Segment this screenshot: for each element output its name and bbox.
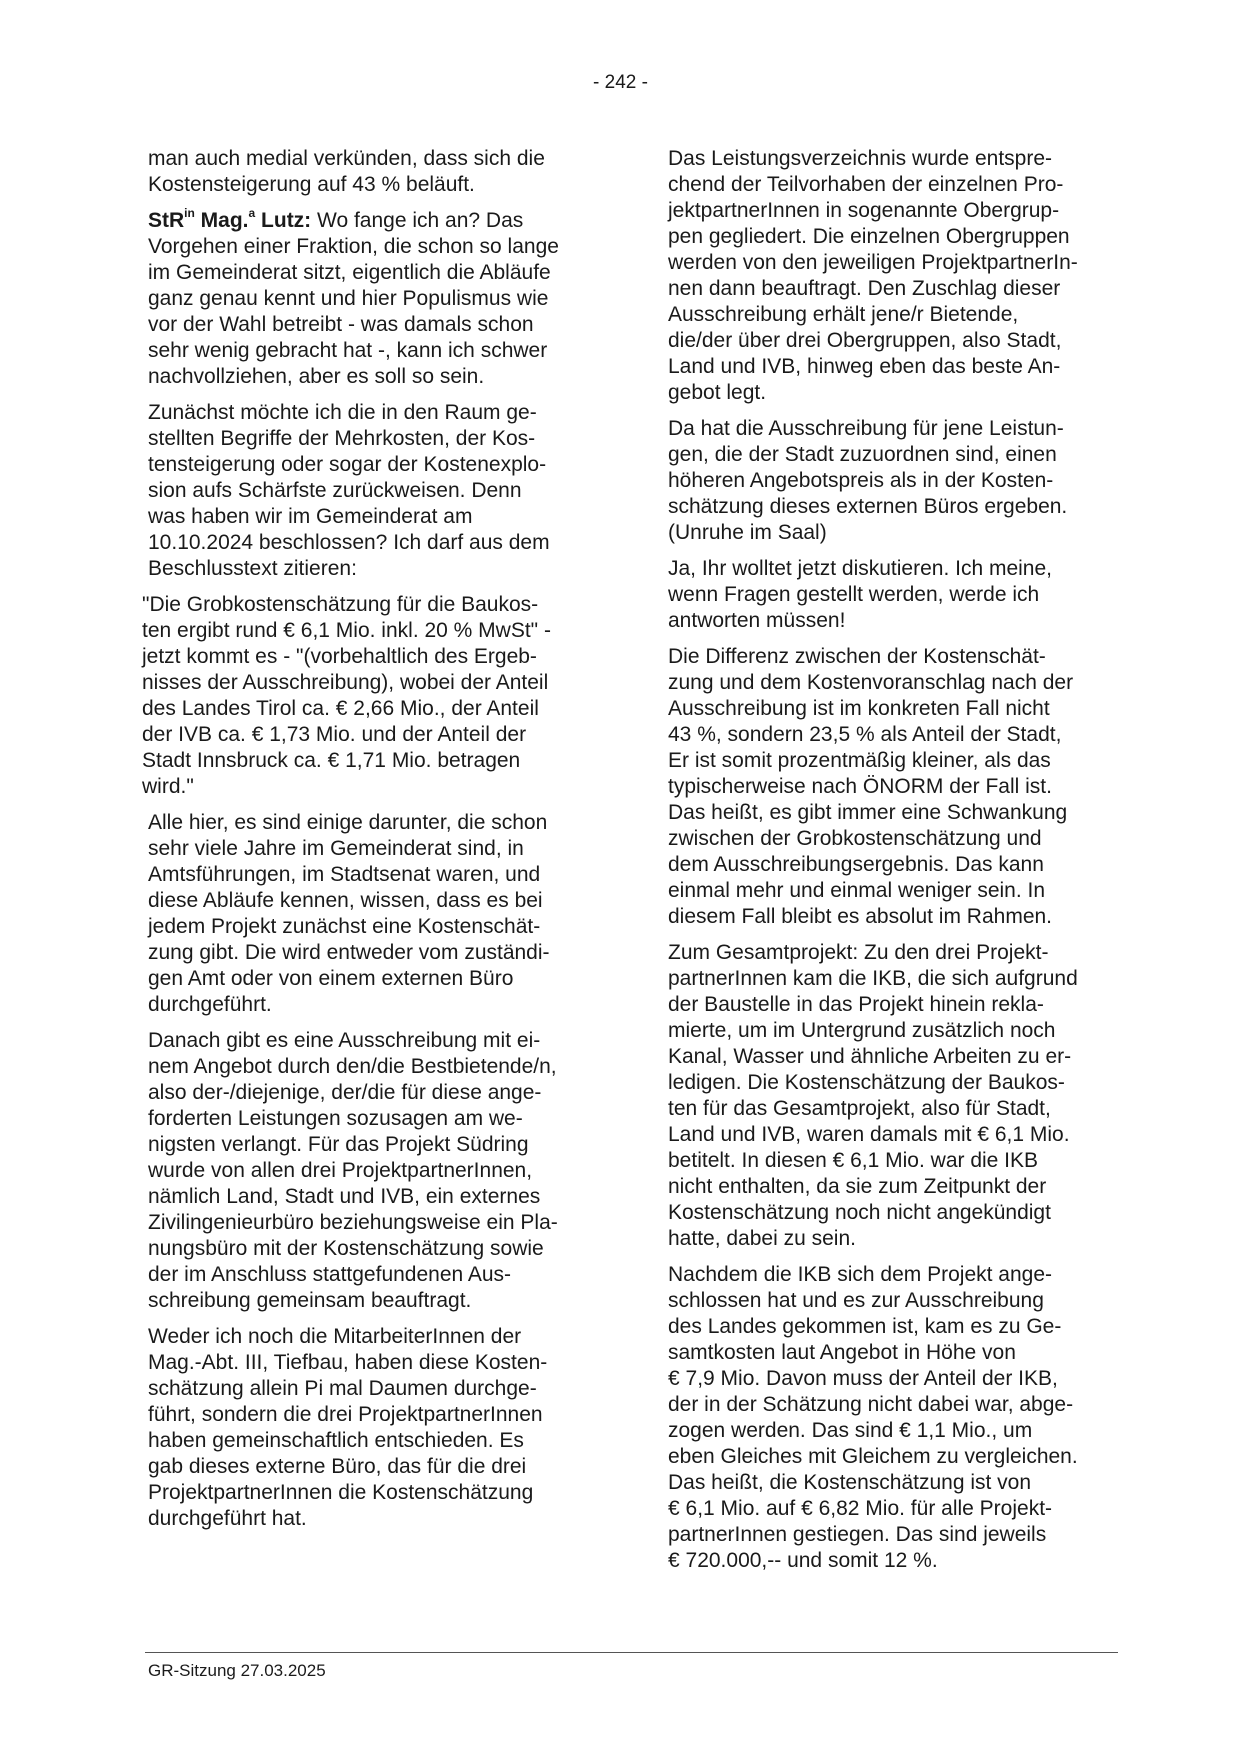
paragraph-10: Ja, Ihr wolltet jetzt diskutieren. Ich meine, wenn Fragen gestellt werden, werde ich antworten müssen! (668, 557, 1052, 632)
paragraph-8: Das Leistungsverzeichnis wurde entspre- chend der Teilvorhaben der einzelnen Pro- jektpartnerInnen in sogenannte Obergrup- pen gegliedert. Die einzelnen Obergruppen werden von den jeweiligen ProjektpartnerIn- nen dann beauftragt. Den Zuschlag dieser Ausschreibung erhält jene/r Bietende, die/der über drei Obergruppen, also Stadt, Land und IVB, hinweg eben das beste An- gebot legt. (668, 147, 1078, 404)
paragraph-12: Zum Gesamtprojekt: Zu den drei Projekt- partnerInnen kam die IKB, die sich aufgrund der Baustelle in das Projekt hinein rekla- mierte, um im Untergrund zusätzlich noch Kanal, Wasser und ähnliche Arbeiten zu er- ledigen. Die Kostenschätzung der Baukos- ten für das Gesamtprojekt, also für Stadt, Land und IVB, waren damals mit € 6,1 Mio. betitelt. In diesen € 6,1 Mio. war die IKB nicht enthalten, da sie zum Zeitpunkt der Kostenschätzung noch nicht angekündigt hatte, dabei zu sein. (668, 941, 1078, 1250)
left-column (142, 146, 593, 1542)
paragraph-5: Alle hier, es sind einige darunter, die schon sehr viele Jahre im Gemeinderat sind, in Amtsführungen, im Stadtsenat waren, und diese Abläufe kennen, wissen, dass es bei jedem Projekt zunächst eine Kostenschät- zung gibt. Die wird entweder vom zuständi- gen Amt oder von einem externen Büro durchgeführt. (148, 811, 550, 1016)
footer-session-date: GR-Sitzung 27.03.2025 (148, 1661, 326, 1680)
speaker-paragraph (148, 208, 593, 390)
speaker-name (148, 206, 312, 232)
speaker-degree: Mag. (194, 209, 249, 232)
speaker-text: Wo fange ich an? Das Vorgehen einer Fraktion, die schon so lange im Gemeinderat sitzt, eigentlich die Abläufe ganz genau kennt und hier Populismus wie vor der Wahl betreibt - was damals schon sehr wenig gebracht hat -, kann ich schwer nachvollziehen, aber es soll so sein. (148, 209, 559, 388)
paragraph-11: Die Differenz zwischen der Kostenschät- zung und dem Kostenvoranschlag nach der Ausschreibung ist im konkreten Fall nicht 43 %, sondern 23,5 % als Anteil der Stadt, Er ist somit prozentmäßig kleiner, als das typischerweise nach ÖNORM der Fall ist. Das heißt, es gibt immer eine Schwankung zwischen der Grobkostenschätzung und dem Ausschreibungsergebnis. Das kann einmal mehr und einmal weniger sein. In diesem Fall bleibt es absolut im Rahmen. (668, 645, 1074, 928)
page-number: - 242 - (593, 72, 648, 93)
paragraph-13: Nachdem die IKB sich dem Projekt ange- schlossen hat und es zur Ausschreibung des Landes gekommen ist, kam es zu Ge- samtkosten laut Angebot in Höhe von € 7,9 Mio. Davon muss der Anteil der IKB, der in der Schätzung nicht dabei war, abge- zogen werden. Das sind € 1,1 Mio., um eben Gleiches mit Gleichem zu vergleichen. Das heißt, die Kostenschätzung ist von € 6,1 Mio. auf € 6,82 Mio. für alle Projekt- partnerInnen gestiegen. Das sind jeweils € 720.000,-- und somit 12 %. (668, 1263, 1078, 1572)
paragraph-6: Danach gibt es eine Ausschreibung mit ei- nem Angebot durch den/die Bestbietende/n, also der-/diejenige, der/die für diese ange- forderten Leistungen sozusagen am we- nigsten verlangt. Für das Projekt Südring wurde von allen drei ProjektpartnerInnen, nämlich Land, Stadt und IVB, ein externes Zivilingenieurbüro beziehungsweise ein Pla- nungsbüro mit der Kostenschätzung sowie der im Anschluss stattgefundenen Aus- schreibung gemeinsam beauftragt. (148, 1029, 558, 1312)
speaker-surname: Lutz: (255, 209, 312, 232)
paragraph-1: man auch medial verkünden, dass sich die Kostensteigerung auf 43 % beläuft. (148, 147, 545, 196)
speaker-title-prefix: StR (148, 209, 185, 232)
quoted-resolution: "Die Grobkostenschätzung für die Baukos- ten ergibt rund € 6,1 Mio. inkl. 20 % MwSt" - jetzt kommt es - "(vorbehaltlich des Ergeb- nisses der Ausschreibung), wobei der Anteil des Landes Tirol ca. € 2,66 Mio., der Anteil der IVB ca. € 1,73 Mio. und der Anteil der Stadt Innsbruck ca. € 1,71 Mio. betragen wird." (142, 593, 551, 798)
paragraph-3: Zunächst möchte ich die in den Raum ge- stellten Begriffe der Mehrkosten, der Kos- tensteigerung oder sogar der Kostenexplo- sion aufs Schärfste zurückweisen. Denn was haben wir im Gemeinderat am 10.10.2024 beschlossen? Ich darf aus dem Beschlusstext zitieren: (148, 401, 550, 580)
right-column (668, 146, 1113, 1584)
paragraph-9: Da hat die Ausschreibung für jene Leistun- gen, die der Stadt zuzuordnen sind, einen höheren Angebotspreis als in der Kosten- schätzung dieses externen Büros ergeben. (Unruhe im Saal) (668, 417, 1068, 544)
footer-divider (145, 1652, 1118, 1653)
speaker-degree-suffix: a (248, 206, 256, 220)
speaker-title-suffix: in (184, 206, 195, 220)
paragraph-7: Weder ich noch die MitarbeiterInnen der Mag.-Abt. III, Tiefbau, haben diese Kosten- schätzung allein Pi mal Daumen durchge- führt, sondern die drei ProjektpartnerInnen haben gemeinschaftlich entschieden. Es gab dieses externe Büro, das für die drei ProjektpartnerInnen die Kostenschätzung durchgeführt hat. (148, 1325, 548, 1530)
